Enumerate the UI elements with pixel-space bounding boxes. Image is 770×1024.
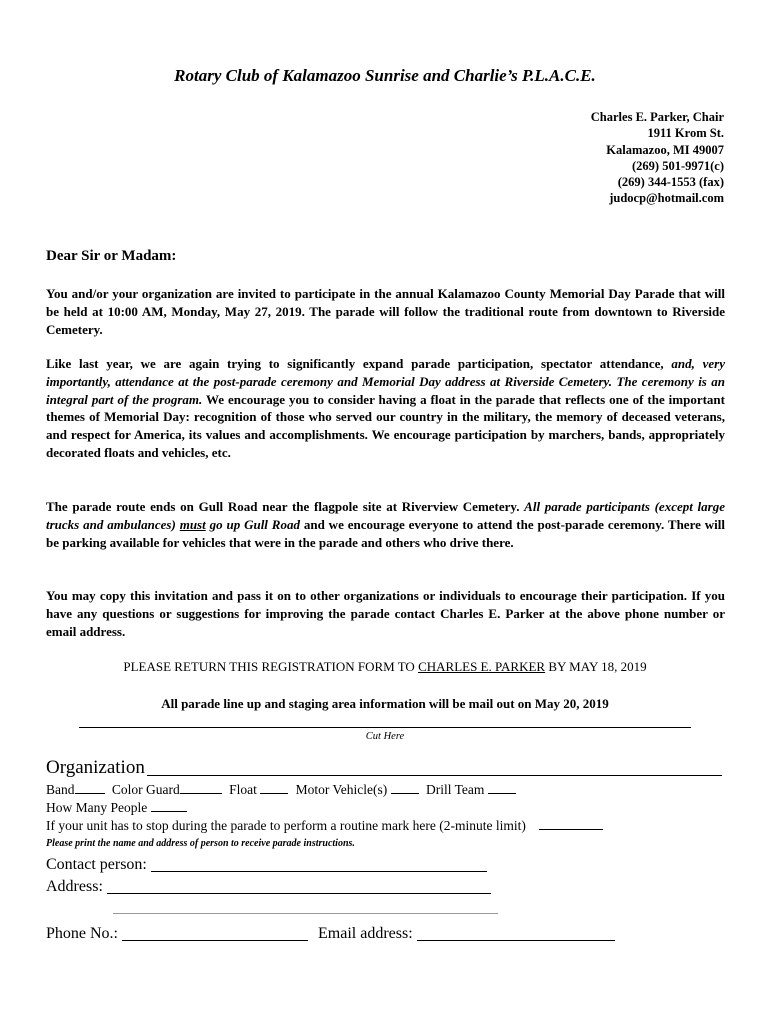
motor-vehicles-field[interactable] [391, 783, 419, 794]
cut-here-label: Cut Here [365, 731, 405, 742]
copy-paragraph: You may copy this invitation and pass it on to other organizations or individuals to encourage their participation. If you have any questions or suggestions for improving the parade contact Charles E. Parker at the above phone number or email address. [46, 588, 725, 639]
print-instruction: Please print the name and address of person to receive parade instructions. [46, 838, 355, 849]
routine-row [46, 817, 607, 834]
chair-name: Charles E. Parker, Chair [590, 110, 724, 124]
address-label: Address: [46, 878, 103, 895]
float-field[interactable] [260, 783, 288, 794]
address-field-line-2[interactable] [113, 913, 498, 914]
band-label: Band [46, 782, 75, 797]
salutation: Dear Sir or Madam: [46, 248, 177, 264]
drill-team-label: Drill Team [426, 782, 485, 797]
address-field[interactable] [107, 893, 491, 894]
color-guard-field[interactable] [180, 783, 222, 794]
organization-label: Organization [46, 757, 145, 778]
how-many-field[interactable] [151, 801, 187, 812]
how-many-label: How Many People [46, 800, 148, 815]
return-suffix: BY MAY 18, 2019 [545, 659, 647, 674]
participation-text-2: We encourage you to consider having a float in the parade that reflects one of the important themes of Memorial Day: recognition of those who served our country in the military, the memory of deceased veterans, and respect for America, its values and accomplishments. We encourage participation by marchers, bands, appropriately decorated floats and vehicles, etc. [46, 391, 725, 460]
phone-label: Phone No.: [46, 925, 118, 942]
page-title: Rotary Club of Kalamazoo Sunrise and Charlie’s P.L.A.C.E. [174, 66, 596, 85]
unit-type-row [46, 781, 520, 798]
chair-phone: (269) 501-9971(c) [632, 158, 724, 173]
return-name: CHARLES E. PARKER [418, 659, 546, 674]
route-text-1: The parade route ends on Gull Road near the flagpole site at Riverview Cemetery. [46, 499, 525, 514]
chair-city: Kalamazoo, MI 49007 [606, 142, 724, 157]
address-row [46, 877, 491, 897]
email-field[interactable] [417, 940, 615, 941]
chair-fax: (269) 344-1553 (fax) [617, 175, 724, 190]
chair-email: judocp@hotmail.com [609, 191, 724, 206]
lineup-notice: All parade line up and staging area information will be mail out on May 20, 2019 [161, 696, 609, 711]
motor-vehicles-label: Motor Vehicle(s) [295, 782, 388, 797]
route-emphasis-1: All parade participants (except large trucks and ambulances) [46, 499, 725, 532]
participation-paragraph [46, 355, 725, 462]
route-must: must [179, 516, 206, 532]
routine-field[interactable] [539, 819, 603, 830]
invitation-paragraph: You and/or your organization are invited to participate in the annual Kalamazoo County Memorial Day Parade that will be held at 10:00 AM, Monday, May 27, 2019. The parade will follow the traditional route from downtown to Riverside Cemetery. [46, 286, 725, 337]
organization-field[interactable] [147, 775, 722, 776]
return-prefix: PLEASE RETURN THIS REGISTRATION FORM TO [123, 659, 419, 674]
how-many-row [46, 799, 191, 816]
chair-contact-block [591, 109, 724, 207]
contact-row [46, 855, 487, 875]
route-text-2: and we encourage everyone to attend the post-parade ceremony. There will be parking available for vehicles that were in the parade and others who drive there. [46, 516, 725, 550]
route-paragraph [46, 498, 725, 551]
routine-label: If your unit has to stop during the parade to perform a routine mark here (2-minute limit) [46, 818, 526, 833]
chair-street: 1911 Krom St. [647, 126, 724, 141]
contact-field[interactable] [151, 871, 487, 872]
phone-field[interactable] [122, 940, 308, 941]
return-notice [0, 659, 770, 675]
float-label: Float [229, 782, 257, 797]
participation-text-1: Like last year, we are again trying to significantly expand parade participation, spectator attendance, [46, 356, 672, 371]
cut-line [79, 727, 691, 728]
color-guard-label: Color Guard [111, 782, 180, 797]
ceremony-emphasis: and, very importantly, attendance at the post-parade ceremony and Memorial Day address at Riverside Cemetery. The ceremony is an integral part of the program. [46, 356, 725, 407]
drill-team-field[interactable] [488, 783, 516, 794]
route-emphasis-2: go up Gull Road [205, 516, 300, 532]
band-field[interactable] [75, 783, 105, 794]
email-label: Email address: [318, 925, 413, 942]
contact-label: Contact person: [46, 856, 147, 873]
phone-email-row [46, 924, 615, 944]
organization-row [46, 757, 722, 779]
